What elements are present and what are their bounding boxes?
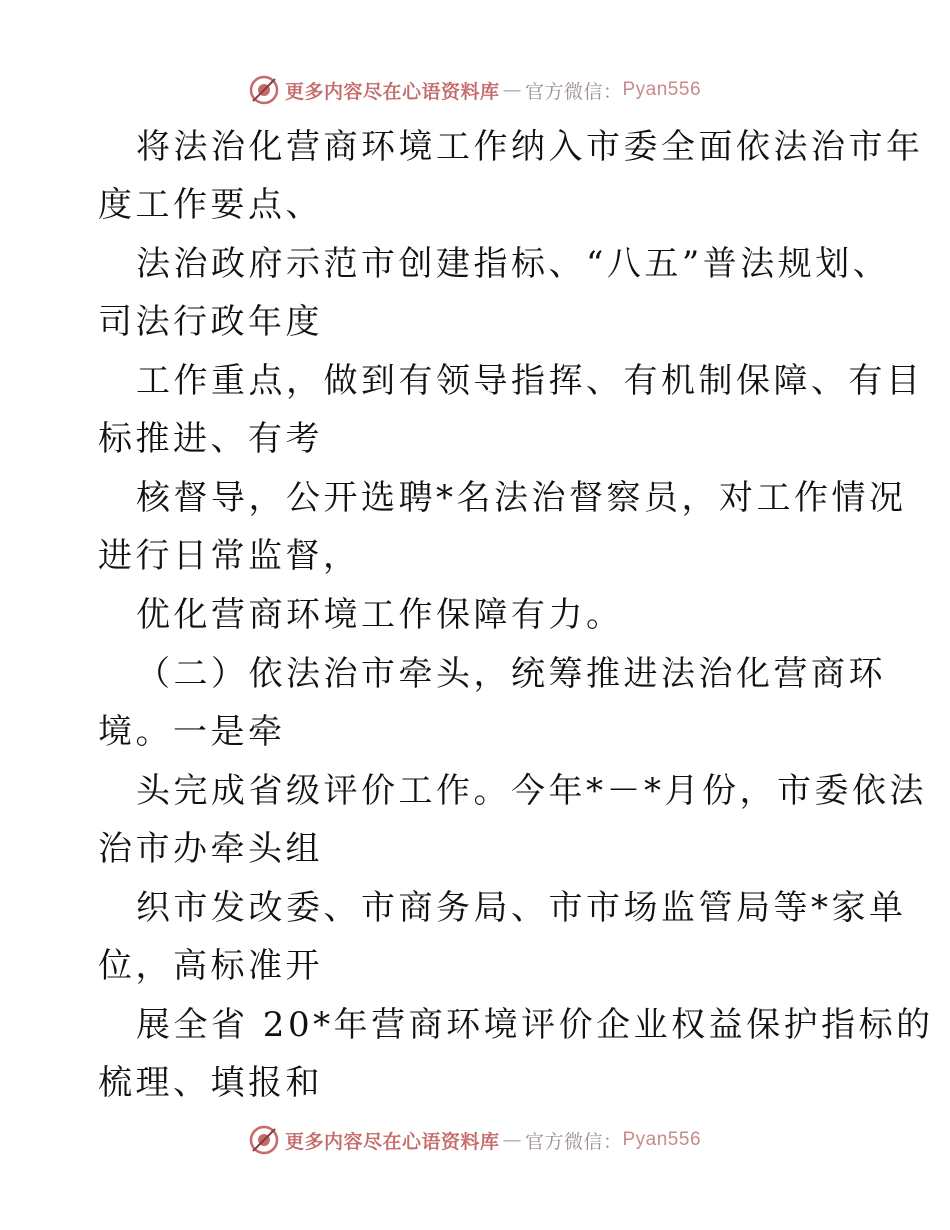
text-line: 进行日常监督， [98,536,361,576]
text-line: 司法行政年度 [98,302,323,342]
footer-watermark [0,1120,950,1160]
text-line: 优化营商环境工作保障有力。 [136,595,624,635]
text-line: 境。一是牵 [98,712,286,752]
watermark-separator: — [502,1129,522,1151]
watermark-separator: — [502,79,522,101]
text-line: 位，高标准开 [98,946,323,986]
text-line: 核督导，公开选聘*名法治督察员，对工作情况 [136,478,907,518]
text-line: 展全省 20*年营商环境评价企业权益保护指标的 [136,1005,934,1045]
text-line: 织市发改委、市商务局、市市场监管局等*家单 [136,888,907,928]
watermark-contact: 官方微信： [524,1130,623,1153]
text-line: 治市办牵头组 [98,829,323,869]
text-line: 标推进、有考 [98,419,323,459]
watermark-id: Pyan556 [622,79,702,100]
watermark-contact: 官方微信： [524,80,623,103]
quill-logo-icon [249,1125,279,1155]
watermark-brand: 更多内容尽在心语资料库 [284,1130,500,1153]
quill-logo-icon [249,75,279,105]
text-line: 度工作要点、 [98,185,323,225]
text-line: 工作重点，做到有领导指挥、有机制保障、有目 [136,361,924,401]
text-line: 法治政府示范市创建指标、“八五”普法规划、 [136,244,891,284]
text-line: （二）依法治市牵头，统筹推进法治化营商环 [136,654,886,694]
text-line: 将法治化营商环境工作纳入市委全面依法治市年 [136,127,924,167]
watermark-id: Pyan556 [622,1129,702,1150]
text-line: 梳理、填报和 [98,1063,323,1103]
watermark-brand: 更多内容尽在心语资料库 [284,80,500,103]
text-line: 头完成省级评价工作。今年*－*月份，市委依法 [136,771,927,811]
header-watermark [0,70,950,110]
